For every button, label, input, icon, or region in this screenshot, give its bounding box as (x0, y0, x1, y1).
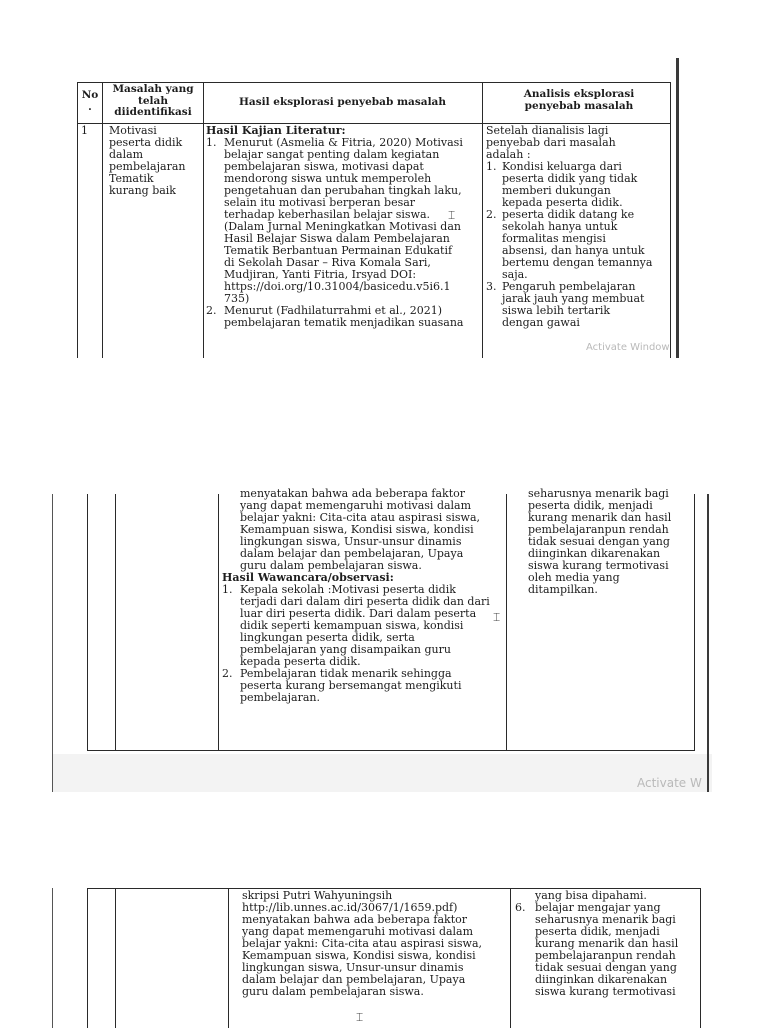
hasil-item-1 (206, 137, 480, 305)
analisis-line: diinginkan dikarenakan (528, 547, 661, 560)
analisis-cell (515, 890, 697, 998)
text-cursor-icon: ⌶ (493, 610, 501, 624)
hasil-line: Kemampuan siswa, Kondisi siswa, kondisi (242, 949, 476, 962)
hasil-line: Kemampuan siswa, Kondisi siswa, kondisi (240, 523, 474, 536)
page-edge (676, 58, 679, 358)
hasil-item-2 (206, 305, 480, 329)
analisis-line: pembelajaranpun rendah (528, 523, 669, 536)
hasil-line: skripsi Putri Wahyuningsih (242, 889, 393, 902)
analisis-item-line: peserta didik datang ke (502, 208, 635, 221)
analisis-item-6-text (535, 902, 697, 998)
analisis-item-line: Kondisi keluarga dari (502, 160, 622, 173)
analisis-item-num: 1. (486, 160, 497, 173)
col-border-2 (203, 82, 204, 358)
col-border-4 (700, 888, 701, 1028)
header-masalah (105, 84, 201, 119)
activate-windows-watermark: Activate W (637, 776, 702, 790)
analisis-line: belajar mengajar yang (535, 901, 661, 914)
header-no (79, 90, 101, 113)
wawancara-item-line: peserta kurang bersemangat mengikuti (240, 679, 462, 692)
analisis-item-line: siswa lebih tertarik (502, 304, 611, 317)
hasil-line: lingkungan siswa, Unsur-unsur dinamis (240, 535, 462, 548)
analisis-intro-line: adalah : (486, 148, 531, 161)
col-border-1 (102, 82, 103, 358)
col-border-0 (87, 888, 88, 1028)
analisis-line: seharusnya menarik bagi (535, 913, 676, 926)
masalah-line: Motivasi (109, 124, 157, 137)
analisis-item-line: formalitas mengisi (502, 232, 606, 245)
analisis-continued-text (528, 500, 690, 596)
hasil-continued-text (222, 500, 502, 572)
hasil-line: Mudjiran, Yanti Fitria, Irsyad DOI: (224, 268, 417, 281)
wawancara-item-num: 2. (222, 667, 233, 680)
col-border-1 (115, 888, 116, 1028)
analisis-item-line: absensi, dan hanya untuk (502, 244, 645, 257)
analisis-item-line: sekolah hanya untuk (502, 220, 618, 233)
header-no-text: No . (81, 89, 99, 113)
col-border-3 (482, 82, 483, 358)
hasil-item-1-num: 1. (206, 136, 217, 149)
analisis-item-line: peserta didik yang tidak (502, 172, 638, 185)
wawancara-item-line: didik seperti kemampuan siswa, kondisi (240, 619, 464, 632)
hasil-line: dalam belajar dan pembelajaran, Upaya (242, 973, 466, 986)
col-border-1 (115, 494, 116, 750)
col-border-4 (694, 494, 695, 750)
page-right-edge (707, 494, 709, 792)
row-number: 1 (81, 124, 88, 137)
wawancara-item (222, 584, 502, 668)
hasil-line: Tematik Berbantuan Permainan Edukatif (224, 244, 453, 257)
analisis-item-line: Pengaruh pembelajaran (502, 280, 636, 293)
col-border-0 (87, 494, 88, 750)
analisis-item-line: kepada peserta didik. (502, 196, 623, 209)
analisis-line: tidak sesuai dengan yang (535, 961, 677, 974)
hasil-line: pembelajaran tematik menjadikan suasana (224, 316, 464, 329)
wawancara-item-line: pembelajaran. (240, 691, 320, 704)
wawancara-item-line: luar diri peserta didik. Dari dalam peserta (240, 607, 477, 620)
hasil-line: Menurut (Asmelia & Fitria, 2020) Motivasi (224, 136, 463, 149)
wawancara-item (222, 668, 502, 704)
wawancara-title: Hasil Wawancara/observasi: (222, 571, 394, 584)
masalah-line: peserta didik (109, 136, 183, 149)
hasil-line: Hasil Belajar Siswa dalam Pembelajaran (224, 232, 450, 245)
hasil-line: 735) (224, 292, 250, 305)
text-cursor-icon: ⌶ (448, 208, 456, 222)
analisis-line: siswa kurang termotivasi (535, 985, 676, 998)
col-border-3 (506, 494, 507, 750)
header-analisis-text: Analisis eksplorasi penyebab masalah (523, 88, 635, 112)
hasil-line: yang dapat memengaruhi motivasi dalam (242, 925, 474, 938)
analisis-line: peserta didik, menjadi (535, 925, 660, 938)
masalah-line: kurang baik (109, 184, 176, 197)
document-strip-2 (52, 487, 712, 792)
masalah-line: Tematik (109, 172, 154, 185)
analisis-intro-line: penyebab dari masalah (486, 136, 616, 149)
hasil-line: http://lib.unnes.ac.id/3067/1/1659.pdf) (242, 901, 458, 914)
analisis-item-line: jarak jauh yang membuat (502, 292, 645, 305)
wawancara-item-line: Kepala sekolah :Motivasi peserta didik (240, 583, 456, 596)
analisis-first-line: yang bisa dipahami. (535, 889, 647, 902)
analisis-item-6-num: 6. (515, 901, 526, 914)
header-hasil-text: Hasil eksplorasi penyebab masalah (239, 96, 446, 108)
analisis-item (486, 209, 666, 281)
analisis-line: kurang menarik dan hasil (535, 937, 679, 950)
document-strip-1 (72, 58, 684, 358)
col-border-2 (218, 494, 219, 750)
cut-line: menyatakan bahwa ada beberapa faktor (240, 487, 466, 500)
hasil-text (242, 890, 507, 998)
analisis-item-num: 2. (486, 208, 497, 221)
hasil-line: (Dalam Jurnal Meningkatkan Motivasi dan (224, 220, 461, 233)
hasil-line: guru dalam pembelajaran siswa. (240, 559, 422, 572)
wawancara-item-line: pembelajaran yang disampaikan guru (240, 643, 451, 656)
hasil-kajian-title: Hasil Kajian Literatur: (206, 124, 346, 137)
analisis-line: kurang menarik dan hasil (528, 511, 672, 524)
hasil-line: selain itu motivasi berperan besar (224, 196, 416, 209)
analisis-intro (486, 125, 666, 161)
hasil-line: dalam belajar dan pembelajaran, Upaya (240, 547, 464, 560)
col-border-3 (510, 888, 511, 1028)
analisis-cell (486, 125, 666, 329)
analisis-item-num: 3. (486, 280, 497, 293)
hasil-line: guru dalam pembelajaran siswa. (242, 985, 424, 998)
hasil-item-1-text (224, 137, 480, 305)
document-strip-3 (52, 884, 712, 1024)
wawancara-item-line: terjadi dari dalam diri peserta didik dan dari (240, 595, 490, 608)
wawancara-item-line: kepada peserta didik. (240, 655, 361, 668)
col-border-0 (77, 82, 78, 358)
analisis-line: oleh media yang (528, 571, 620, 584)
analisis-item-6 (515, 902, 697, 998)
analisis-line: pembelajaranpun rendah (535, 949, 676, 962)
hasil-line: belajar yakni: Cita-cita atau aspirasi siswa, (242, 937, 483, 950)
hasil-line: lingkungan siswa, Unsur-unsur dinamis (242, 961, 464, 974)
analisis-item (486, 161, 666, 209)
header-hasil (205, 97, 480, 109)
analisis-line: diinginkan dikarenakan (535, 973, 668, 986)
hasil-line: menyatakan bahwa ada beberapa faktor (242, 913, 468, 926)
analisis-line: peserta didik, menjadi (528, 499, 653, 512)
analisis-item-line: dengan gawai (502, 316, 580, 329)
wawancara-item-num: 1. (222, 583, 233, 596)
analisis-intro-line: Setelah dianalisis lagi (486, 124, 609, 137)
masalah-line: pembelajaran (109, 160, 186, 173)
hasil-item-2-text (224, 305, 480, 329)
hasil-item-2-num: 2. (206, 304, 217, 317)
analisis-list (486, 161, 666, 329)
hasil-line: belajar sangat penting dalam kegiatan (224, 148, 440, 161)
masalah-line: dalam (109, 148, 144, 161)
analisis-item-line: memberi dukungan (502, 184, 611, 197)
header-analisis (504, 89, 654, 112)
activate-windows-watermark: Activate Window (586, 342, 670, 353)
analisis-line: ditampilkan. (528, 583, 598, 596)
analisis-item-line: saja. (502, 268, 528, 281)
hasil-cell (242, 890, 507, 998)
hasil-line: di Sekolah Dasar – Riva Komala Sari, (224, 256, 431, 269)
page-left-edge (52, 494, 53, 792)
wawancara-list (222, 584, 502, 704)
col-border-4 (670, 82, 671, 358)
hasil-line: https://doi.org/10.31004/basicedu.v5i6.1 (224, 280, 451, 293)
hasil-line: Menurut (Fadhilaturrahmi et al., 2021) (224, 304, 443, 317)
hasil-line: mendorong siswa untuk memperoleh (224, 172, 432, 185)
analisis-line: siswa kurang termotivasi (528, 559, 669, 572)
wawancara-item-line: lingkungan peserta didik, serta (240, 631, 415, 644)
col-border-2 (228, 888, 229, 1028)
hasil-continued (222, 488, 502, 704)
page-left-edge (52, 888, 53, 1028)
masalah-cell (109, 125, 201, 197)
analisis-item (486, 281, 666, 329)
analisis-line: tidak sesuai dengan yang (528, 535, 670, 548)
hasil-line: pengetahuan dan perubahan tingkah laku, (224, 184, 462, 197)
hasil-line: pembelajaran siswa, motivasi dapat (224, 160, 424, 173)
analisis-continued (528, 488, 690, 596)
wawancara-item-line: Pembelajaran tidak menarik sehingga (240, 667, 452, 680)
table-bottom-border (87, 750, 695, 751)
analisis-item-line: bertemu dengan temannya (502, 256, 653, 269)
header-masalah-text: Masalah yang telah diidentifikasi (112, 83, 194, 118)
hasil-line: terhadap keberhasilan belajar siswa. (224, 208, 431, 221)
text-cursor-icon: ⌶ (356, 1010, 364, 1024)
analisis-cut-line: seharusnya menarik bagi (528, 487, 669, 500)
hasil-cell (206, 125, 480, 329)
hasil-line: belajar yakni: Cita-cita atau aspirasi siswa, (240, 511, 481, 524)
hasil-line: yang dapat memengaruhi motivasi dalam (240, 499, 472, 512)
